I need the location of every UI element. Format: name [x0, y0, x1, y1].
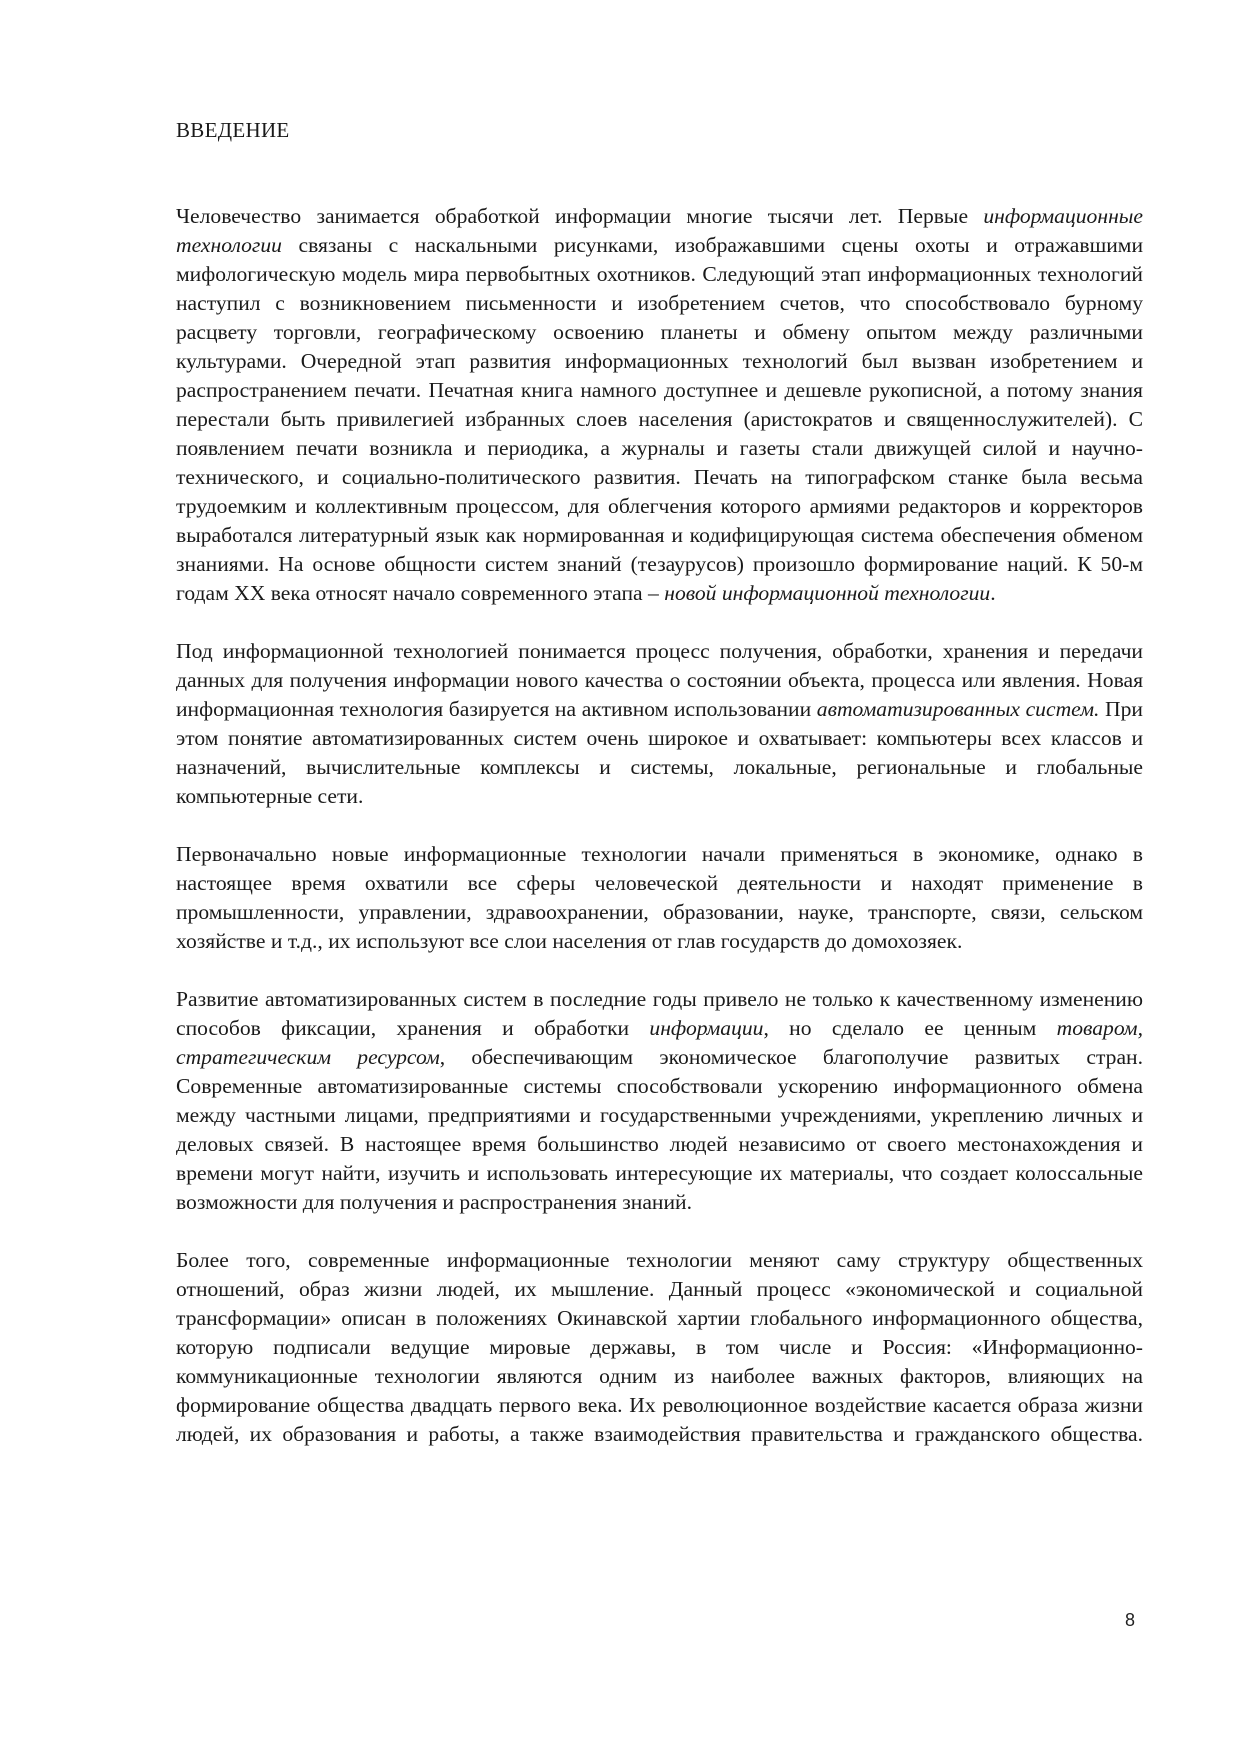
paragraph-4-segment-3: , но сделало ее ценным	[763, 1016, 1057, 1040]
paragraph-1-segment-3: связаны с наскальными рисунками, изображавшими сцены охоты и отражавшими мифологическую модель мира первобытных охотников. Следующий этап информационных технологий наступил с возникновением письменности и изобретением счетов, что способствовало бурному расцвету торговли, географическому освоению планеты и обмену опытом между различными культурами. Очередной этап развития информационных технологий был вызван изобретением и распространением печати. Печатная книга намного доступнее и дешевле рукописной, а потому знания перестали быть привилегией избранных слоев населения (аристократов и священнослужителей). С появлением печати возникла и периодика, а журналы и газеты стали движущей силой и научно-технического, и социально-политического развития. Печать на типографском станке была весьма трудоемким и коллективным процессом, для облегчения которого армиями редакторов и корректоров выработался литературный язык как нормированная и кодифицирующая система обеспечения обменом знаниями. На основе общности систем знаний (тезаурусов) произошло формирование наций. К 50-м годам XX века относят начало современного этапа –	[176, 233, 1143, 605]
paragraph-1-segment-4-italic: новой информационной технологии	[664, 581, 991, 605]
paragraph-4-segment-2-italic: информации	[649, 1016, 764, 1040]
paragraph-1-segment-1: Человечество занимается обработкой информации многие тысячи лет. Первые	[176, 204, 984, 228]
paragraph-1	[176, 202, 1143, 608]
paragraph-5-segment-1: Более того, современные информационные технологии меняют саму структуру общественных отношений, образ жизни людей, их мышление. Данный процесс «экономической и социальной трансформации» описан в положениях Окинавской хартии глобального информационного общества, которую подписали ведущие мировые державы, в том числе и Россия: «Информационно-коммуникационные технологии являются одним из наиболее важных факторов, влияющих на формирование общества двадцать первого века. Их революционное воздействие касается образа жизни людей, их образования и работы, а также взаимодействия правительства и гражданского общества.	[176, 1248, 1143, 1446]
paragraph-4-segment-5: , обеспечивающим экономическое благополучие развитых стран. Современные автоматизированные системы способствовали ускорению информационного обмена между частными лицами, предприятиями и государственными учреждениями, укреплению личных и деловых связей. В настоящее время большинство людей независимо от своего местонахождения и времени могут найти, изучить и использовать интересующие их материалы, что создает колоссальные возможности для получения и распространения знаний.	[176, 1045, 1143, 1214]
paragraph-2-segment-1: Под информационной технологией понимается процесс получения, обработки, хранения и передачи данных для получения информации нового качества о состоянии объекта, процесса или явления. Новая информационная технология базируется на активном использовании	[176, 639, 1143, 721]
section-heading: ВВЕДЕНИЕ	[176, 118, 290, 142]
paragraph-3	[176, 840, 1143, 956]
body-text	[176, 202, 1143, 1449]
paragraph-4-segment-4-italic: товаром, стратегическим ресурсом	[176, 1016, 1143, 1069]
paragraph-5	[176, 1246, 1143, 1449]
paragraph-1-segment-5: .	[990, 581, 996, 605]
paragraph-2-segment-3: При этом понятие автоматизированных систем очень широкое и охватывает: компьютеры всех классов и назначений, вычислительные комплексы и системы, локальные, региональные и глобальные компьютерные сети.	[176, 697, 1143, 808]
paragraph-2-segment-2-italic: автоматизированных систем.	[816, 697, 1100, 721]
page-number: 8	[1125, 1610, 1136, 1630]
paragraph-1-segment-2-italic: информационные технологии	[176, 204, 1143, 257]
paragraph-2	[176, 637, 1143, 811]
paragraph-4	[176, 985, 1143, 1217]
paragraph-3-segment-1: Первоначально новые информационные технологии начали применяться в экономике, однако в настоящее время охватили все сферы человеческой деятельности и находят применение в промышленности, управлении, здравоохранении, образовании, науке, транспорте, связи, сельском хозяйстве и т.д., их используют все слои населения от глав государств до домохозяек.	[176, 842, 1143, 953]
paragraph-4-segment-1: Развитие автоматизированных систем в последние годы привело не только к качественному изменению способов фиксации, хранения и обработки	[176, 987, 1143, 1040]
